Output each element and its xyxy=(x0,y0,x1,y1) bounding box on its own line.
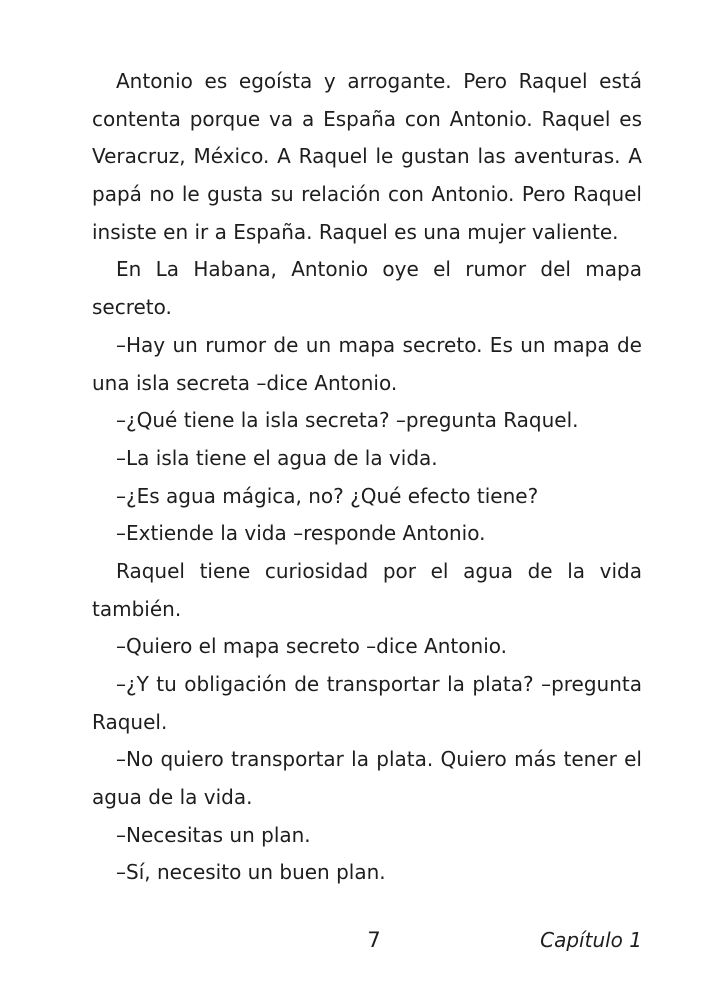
chapter-label: Capítulo 1 xyxy=(540,928,642,952)
text-line: –Extiende la vida –responde Antonio. xyxy=(116,521,486,546)
paragraph xyxy=(92,478,642,516)
text-line: –¿Y tu obligación de transportar la plata? –pregunta xyxy=(116,672,642,696)
text-line: Veracruz, México. A Raquel le gustan las aventuras. A xyxy=(92,144,642,169)
body-text xyxy=(92,63,642,892)
paragraph xyxy=(92,63,642,251)
text-line: –No quiero transportar la plata. Quiero más tener el xyxy=(116,747,642,772)
text-line: Antonio es egoísta y arrogante. Pero Raquel está xyxy=(116,69,642,93)
paragraph xyxy=(92,628,642,666)
text-line: Raquel. xyxy=(92,709,168,734)
text-line: –Necesitas un plan. xyxy=(116,822,311,847)
text-line: secreto. xyxy=(92,295,172,320)
text-line: papá no le gusta su relación con Antonio. Pero Raquel xyxy=(92,182,642,207)
page-number: 7 xyxy=(367,928,381,952)
paragraph xyxy=(92,817,642,855)
paragraph xyxy=(92,327,642,402)
text-line: –La isla tiene el agua de la vida. xyxy=(116,445,438,470)
text-line: –Sí, necesito un buen plan. xyxy=(116,860,386,885)
text-line: una isla secreta –dice Antonio. xyxy=(92,370,398,395)
text-line: –¿Es agua mágica, no? ¿Qué efecto tiene? xyxy=(116,483,539,508)
text-line: En La Habana, Antonio oye el rumor del mapa xyxy=(116,257,642,282)
text-line: también. xyxy=(92,596,182,621)
text-line: Raquel tiene curiosidad por el agua de la vida xyxy=(116,558,642,583)
text-line: contenta porque va a España con Antonio. Raquel es xyxy=(92,106,642,131)
paragraph xyxy=(92,440,642,478)
text-line: –Quiero el mapa secreto –dice Antonio. xyxy=(116,634,507,659)
text-line: –¿Qué tiene la isla secreta? –pregunta Raquel. xyxy=(116,408,579,433)
paragraph xyxy=(92,666,642,741)
paragraph xyxy=(92,402,642,440)
text-line: agua de la vida. xyxy=(92,785,253,810)
paragraph xyxy=(92,251,642,326)
paragraph xyxy=(92,553,642,628)
text-line: insiste en ir a España. Raquel es una mujer valiente. xyxy=(92,219,619,244)
paragraph xyxy=(92,741,642,816)
paragraph xyxy=(92,854,642,892)
text-line: –Hay un rumor de un mapa secreto. Es un mapa de xyxy=(116,332,642,357)
paragraph xyxy=(92,515,642,553)
